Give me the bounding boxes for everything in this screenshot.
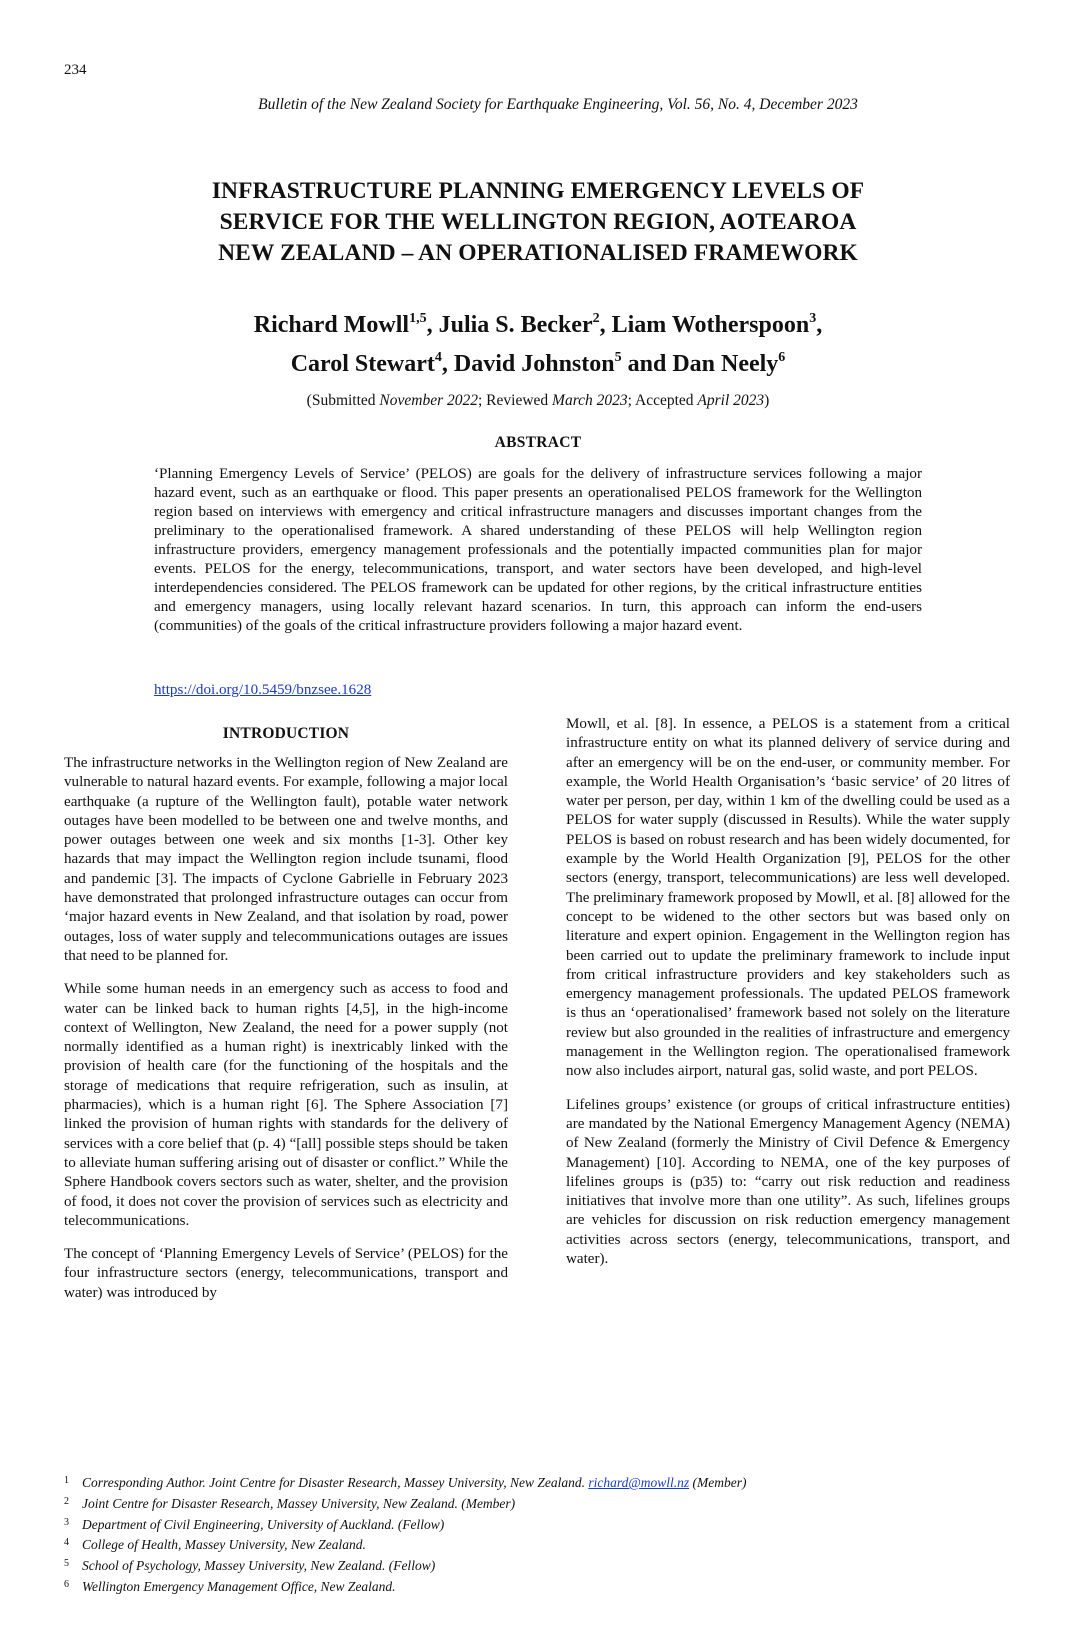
abstract-heading: ABSTRACT (494, 434, 582, 451)
date-label: ; Accepted (627, 392, 698, 409)
author-affiliation: 2 (592, 311, 600, 326)
paragraph: The concept of ‘Planning Emergency Levels of Service’ (PELOS) for the four infrastructure sectors (energy, telecommunications, transport and water) was introduced by (64, 1246, 508, 1301)
footnote (64, 1555, 1024, 1576)
footnote-text: Corresponding Author. Joint Centre for Disaster Research, Massey University, New Zealand. (82, 1475, 589, 1490)
journal-header: Bulletin of the New Zealand Society for Earthquake Engineering, Vol. 56, No. 4, December 2023 (258, 96, 858, 113)
footnote (64, 1472, 1024, 1493)
footnote-mark: 2 (64, 1495, 69, 1507)
abstract-text: ‘Planning Emergency Levels of Service’ (PELOS) are goals for the delivery of infrastructure services following a major hazard event, such as an earthquake or flood. This paper presents an operationalised PELOS framework for the Wellington region based on interviews with emergency and critical infrastructure managers and discusses important changes from the preliminary to the operationalised framework. A shared understanding of these PELOS will help Wellington region infrastructure providers, emergency management professionals and the potentially impacted communities plan for major events. PELOS for the energy, telecommunications, transport, and water sectors have been developed, and high-level interdependencies considered. The PELOS framework can be updated for other regions, by the critical infrastructure entities and emergency managers, using locally relevant hazard scenarios. In turn, this approach can inform the end-users (communities) of the goals of the critical infrastructure providers following a major hazard event. (154, 466, 922, 635)
author-affiliation: 1,5 (409, 311, 427, 326)
date-label: ; Reviewed (478, 392, 553, 409)
date-label: (Submitted (306, 392, 380, 409)
footnote-text: Joint Centre for Disaster Research, Massey University, New Zealand. (Member) (82, 1495, 516, 1511)
footnote (64, 1534, 1024, 1555)
paragraph: Mowll, et al. [8]. In essence, a PELOS is a statement from a critical infrastructure entity on what its planned delivery of service during and after an emergency will be on the end-user, or community member. For example, the World Health Organisation’s ‘basic service’ of 20 litres of water per person, per day, within 1 km of the dwelling could be used as a PELOS for water supply (discussed in Results). While the water supply PELOS is based on robust research and has been widely documented, for example by the World Health Organization [9], PELOS for the other sectors (energy, transport, telecommunications) are less well developed. The preliminary framework proposed by Mowll, et al. [8] allowed for the concept to be widened to the other sectors but was based only on literature and expert opinion. Engagement in the Wellington region has been carried out to update the preliminary framework to include input from critical infrastructure providers and key stakeholders such as emergency management professionals. The updated PELOS framework is thus an ‘operationalised’ framework based not solely on the literature review but also grounded in the realities of infrastructure and emergency management in the Wellington region. The operationalised framework now also includes airport, natural gas, solid waste, and port PELOS. (566, 716, 1010, 1080)
paper-title (120, 176, 956, 269)
author-separator: , (816, 312, 823, 338)
footnote-text: Wellington Emergency Management Office, New Zealand. (82, 1578, 396, 1594)
introduction-heading: INTRODUCTION (222, 725, 350, 742)
author-list (120, 303, 956, 381)
author-line (120, 303, 956, 342)
footnote-mark: 3 (64, 1516, 69, 1528)
author-name: Julia S. Becker (438, 312, 593, 338)
footnote-text: College of Health, Massey University, New Zealand. (82, 1537, 366, 1553)
date-label: ) (764, 392, 770, 409)
footnote (64, 1493, 1024, 1514)
footnote (64, 1514, 1024, 1535)
author-line (120, 342, 956, 381)
footnote-text: (Member) (689, 1475, 747, 1490)
author-name: David Johnston (453, 351, 615, 377)
accepted-date: April 2023 (697, 392, 765, 409)
author-name: Liam Wotherspoon (611, 312, 810, 338)
paragraph: While some human needs in an emergency such as access to food and water can be linked back to human rights [4,5], in the high-income context of Wellington, New Zealand, the need for a power supply (not normally identified as a human right) is inextricably linked with the provision of health care (for the functioning of the hospitals and the storage of medications that require refrigeration, such as insulin, at pharmacies), which is a human right [6]. The Sphere Association [7] linked the provision of human rights with standards for the delivery of services with a core belief that (p. 4) “[all] possible steps should be taken to alleviate human suffering arising out of disaster or conflict.” While the Sphere Handbook covers sectors such as water, shelter, and the provision of food, it does not cover the provision of services such as electricity and telecommunications. (64, 981, 508, 1229)
paragraph: Lifelines groups’ existence (or groups of critical infrastructure entities) are mandated by the National Emergency Management Agency (NEMA) of New Zealand (formerly the Ministry of Civil Defence & Emergency Management) [10]. According to NEMA, one of the key purposes of lifelines groups is (p35) to: “carry out risk reduction and readiness initiatives that involve more than one utility”. As such, lifelines groups are vehicles for discussion on risk reduction emergency management activities across sectors (energy, telecommunications, transport, and water). (566, 1096, 1010, 1268)
right-column (566, 715, 1010, 1283)
page-number: 234 (64, 62, 87, 78)
footnote-text: School of Psychology, Massey University, New Zealand. (Fellow) (82, 1558, 436, 1574)
author-affiliation: 3 (809, 311, 817, 326)
author-separator: , (599, 312, 612, 338)
author-name: Dan Neely (672, 351, 779, 377)
author-affiliation: 4 (434, 350, 442, 365)
footnote-mark: 1 (64, 1475, 69, 1486)
author-separator: , (441, 351, 454, 377)
author-separator: and (621, 351, 673, 377)
email-link[interactable]: richard@mowll.nz (588, 1475, 690, 1490)
left-column (64, 754, 508, 1317)
author-separator: , (426, 312, 439, 338)
author-name: Richard Mowll (253, 312, 410, 338)
title-line: SERVICE FOR THE WELLINGTON REGION, AOTEAROA (219, 209, 857, 235)
submitted-date: November 2022 (379, 392, 478, 409)
submission-dates (120, 392, 956, 410)
reviewed-date: March 2023 (552, 392, 628, 409)
footnote-mark: 4 (64, 1537, 69, 1549)
author-affiliation: 5 (614, 350, 622, 365)
footnote-mark: 5 (64, 1558, 69, 1570)
paragraph: The infrastructure networks in the Wellington region of New Zealand are vulnerable to natural hazard events. For example, following a major local earthquake (a rupture of the Wellington fault), potable water network outages have been modelled to be between one and twelve months, and power outages between one week and six months [1-3]. Other key hazards that may impact the Wellington region include tsunami, flood and pandemic [3]. The impacts of Cyclone Gabrielle in February 2023 have demonstrated that prolonged infrastructure outages can occur from ‘major hazard events in New Zealand, and that isolation by road, power outages, loss of water supply and telecommunications outages are issues that need to be planned for. (64, 755, 508, 964)
author-affiliation: 6 (778, 350, 786, 365)
title-line: NEW ZEALAND – AN OPERATIONALISED FRAMEWORK (218, 240, 858, 266)
footnote-text: Department of Civil Engineering, University of Auckland. (Fellow) (82, 1516, 445, 1532)
footnote-mark: 6 (64, 1578, 69, 1590)
footnote (64, 1576, 1024, 1597)
author-name: Carol Stewart (290, 351, 435, 377)
footnotes (64, 1472, 1024, 1597)
title-line: INFRASTRUCTURE PLANNING EMERGENCY LEVELS OF (211, 178, 865, 204)
doi-link[interactable]: https://doi.org/10.5459/bnzsee.1628 (154, 682, 372, 698)
